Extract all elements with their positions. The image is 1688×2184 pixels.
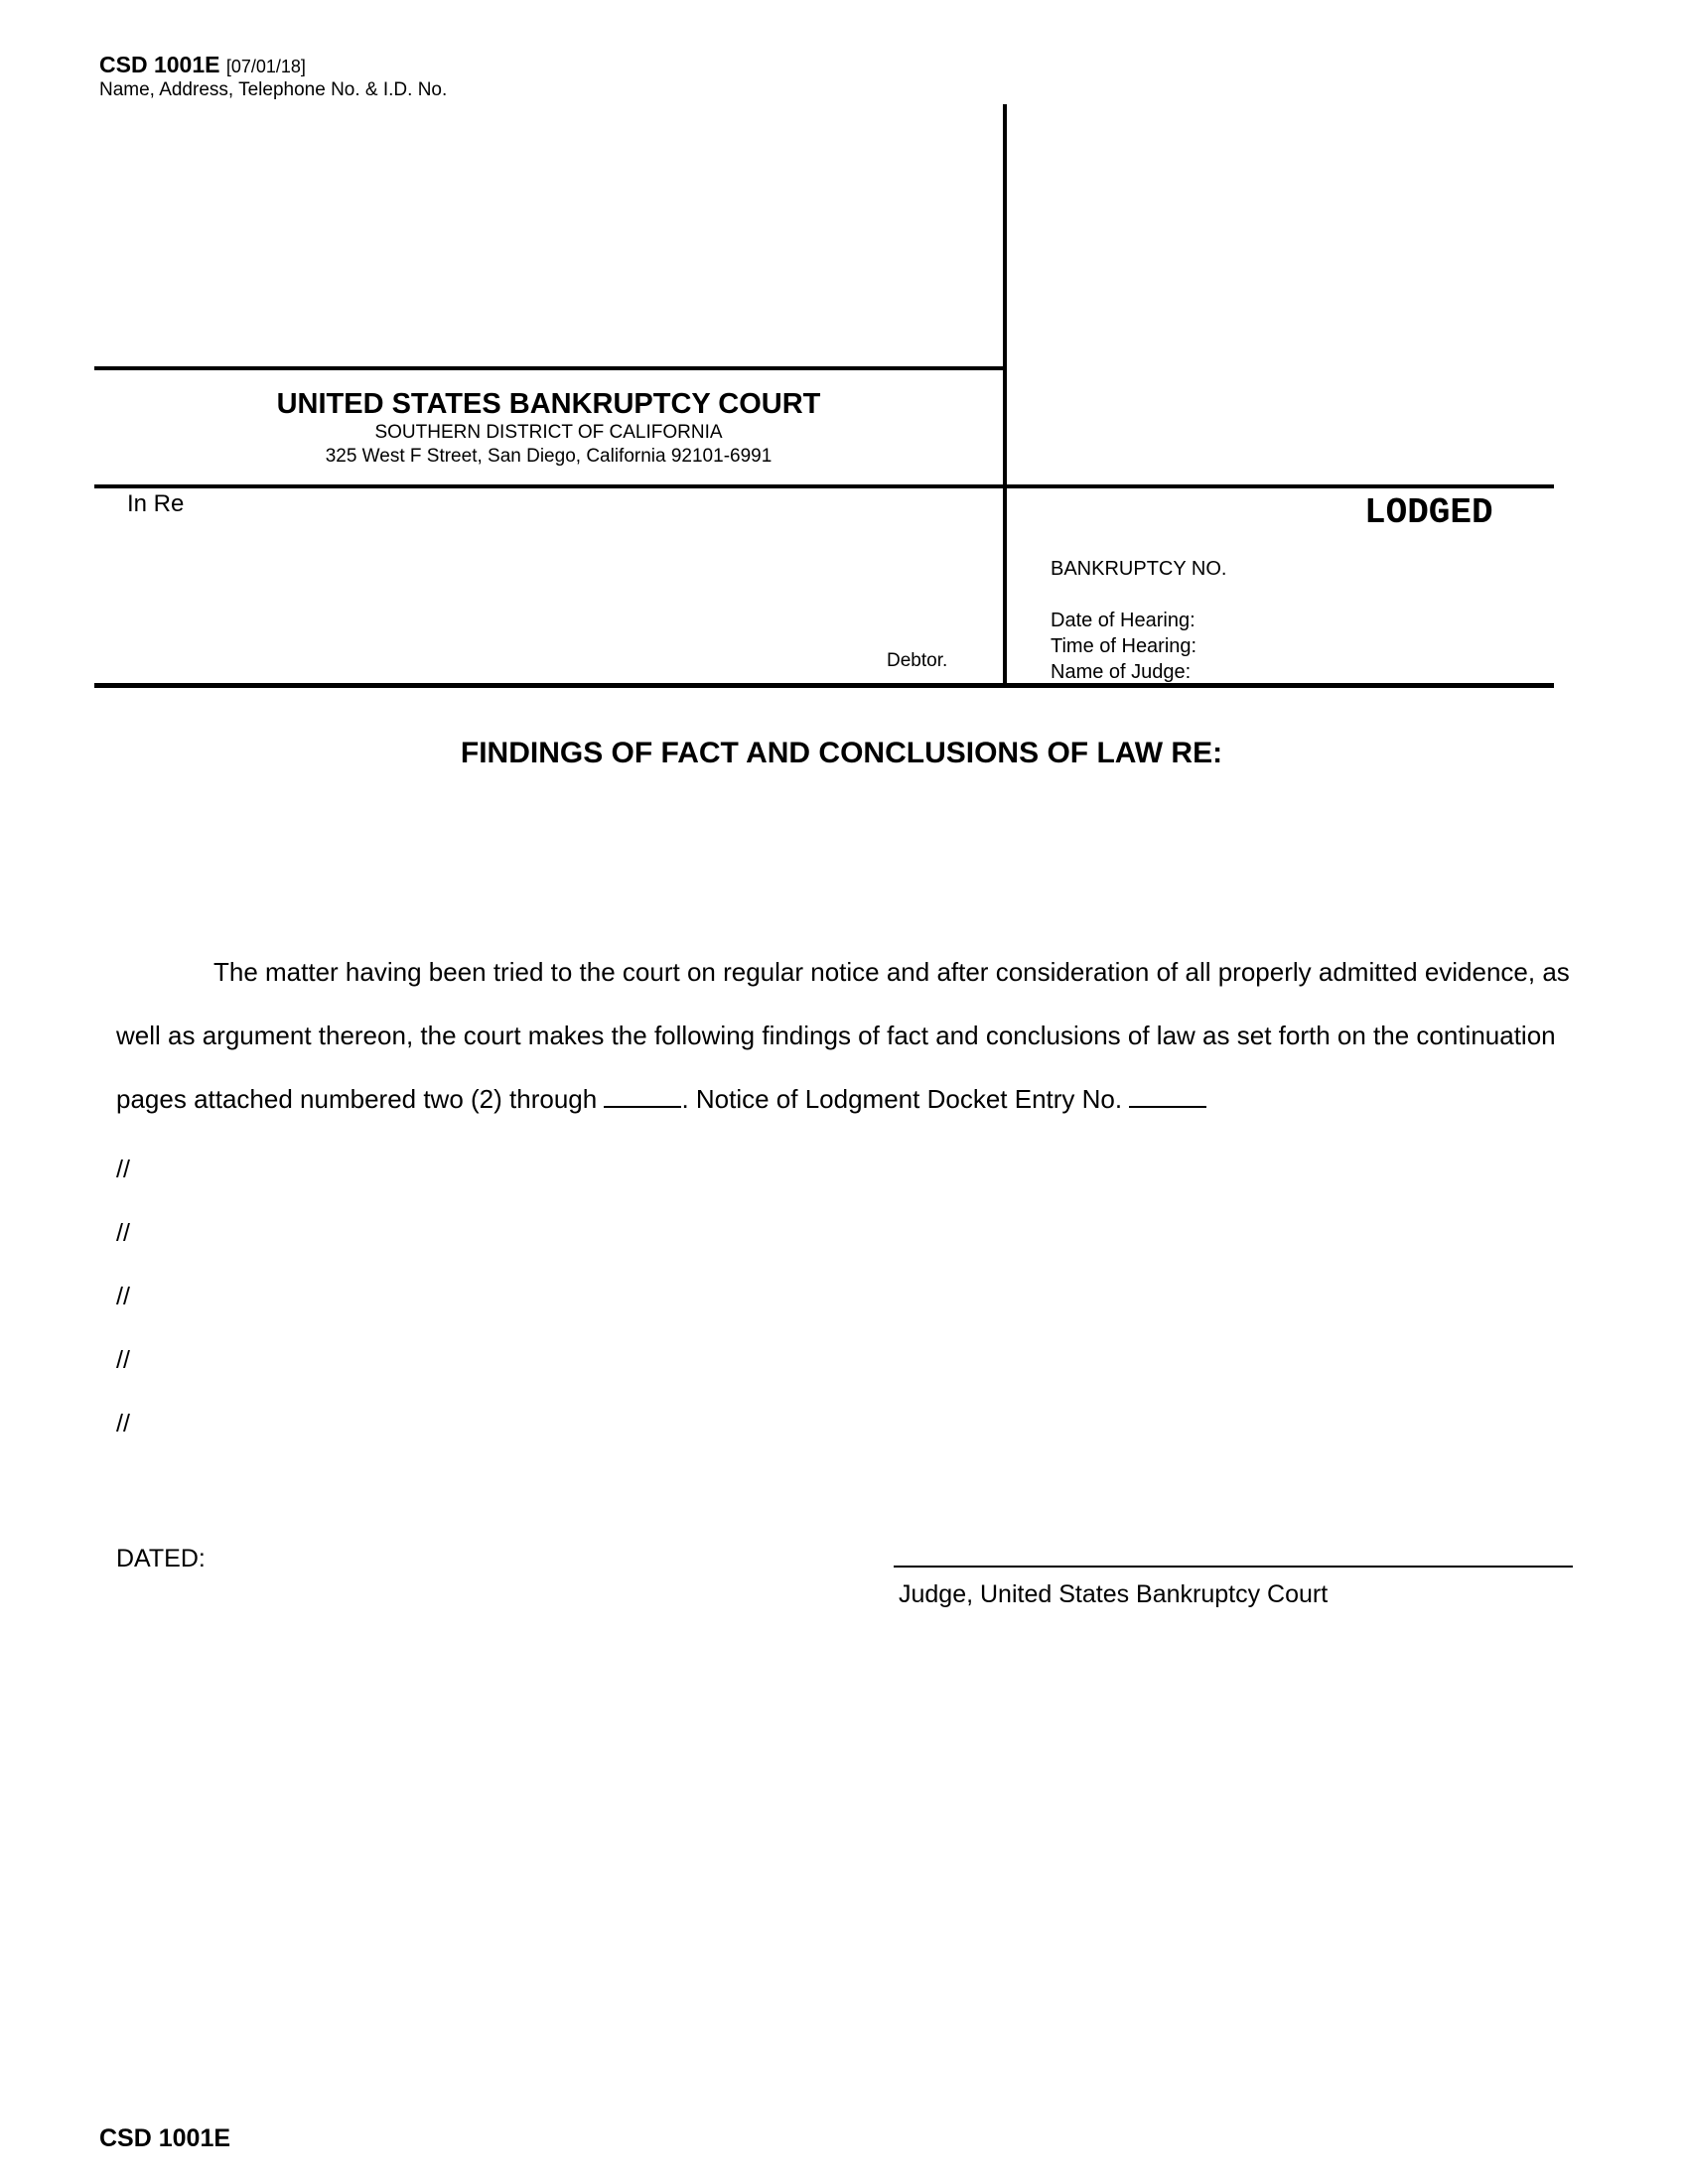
findings-paragraph bbox=[116, 940, 1576, 1131]
continuation-mark: // bbox=[116, 1219, 130, 1247]
form-revision: [07/01/18] bbox=[225, 57, 306, 76]
hearing-info bbox=[1051, 608, 1196, 685]
dated-label: DATED: bbox=[116, 1545, 206, 1572]
name-of-judge-label: Name of Judge: bbox=[1051, 661, 1192, 683]
court-district: SOUTHERN DISTRICT OF CALIFORNIA bbox=[374, 422, 723, 443]
date-of-hearing-label: Date of Hearing: bbox=[1051, 610, 1196, 631]
debtor-label: Debtor. bbox=[887, 650, 948, 671]
court-top-rule bbox=[94, 366, 1005, 370]
court-title: UNITED STATES BANKRUPTCY COURT bbox=[276, 388, 821, 420]
time-of-hearing-label: Time of Hearing: bbox=[1051, 635, 1197, 657]
continuation-mark: // bbox=[116, 1346, 130, 1374]
continuation-mark: // bbox=[116, 1283, 130, 1310]
continuation-marks bbox=[116, 1138, 130, 1455]
form-number: CSD 1001E bbox=[99, 52, 220, 77]
continuation-mark: // bbox=[116, 1410, 130, 1437]
document-title: FINDINGS OF FACT AND CONCLUSIONS OF LAW RE: bbox=[460, 737, 1223, 769]
paragraph-text-2: . Notice of Lodgment Docket Entry No. bbox=[681, 1084, 1123, 1114]
paragraph-text: The matter having been tried to the court on regular notice and after consideration of all properly admitted evidence, as well as argument thereon, the court makes the following findings of fact and conclusions of law as set forth on the continuation pages attached numbered two (2) through bbox=[116, 957, 1570, 1114]
docket-entry-blank[interactable] bbox=[1129, 1105, 1206, 1108]
form-number-header bbox=[99, 52, 306, 78]
court-header bbox=[94, 387, 1003, 469]
attorney-info-label: Name, Address, Telephone No. & I.D. No. bbox=[99, 79, 448, 100]
court-address: 325 West F Street, San Diego, California 92101-6991 bbox=[325, 446, 773, 467]
continuation-mark: // bbox=[116, 1156, 130, 1183]
lodged-stamp: LODGED bbox=[1364, 492, 1493, 533]
caption-vertical-divider bbox=[1003, 104, 1007, 686]
caption-bottom-rule bbox=[94, 683, 1554, 688]
judge-signature-label: Judge, United States Bankruptcy Court bbox=[899, 1580, 1329, 1608]
footer-form-number: CSD 1001E bbox=[99, 2124, 231, 2152]
judge-signature-line[interactable] bbox=[894, 1566, 1573, 1568]
page-count-blank[interactable] bbox=[604, 1105, 681, 1108]
caption-mid-rule bbox=[94, 484, 1554, 488]
bankruptcy-number-label: BANKRUPTCY NO. bbox=[1051, 558, 1227, 580]
in-re-label: In Re bbox=[127, 490, 185, 517]
